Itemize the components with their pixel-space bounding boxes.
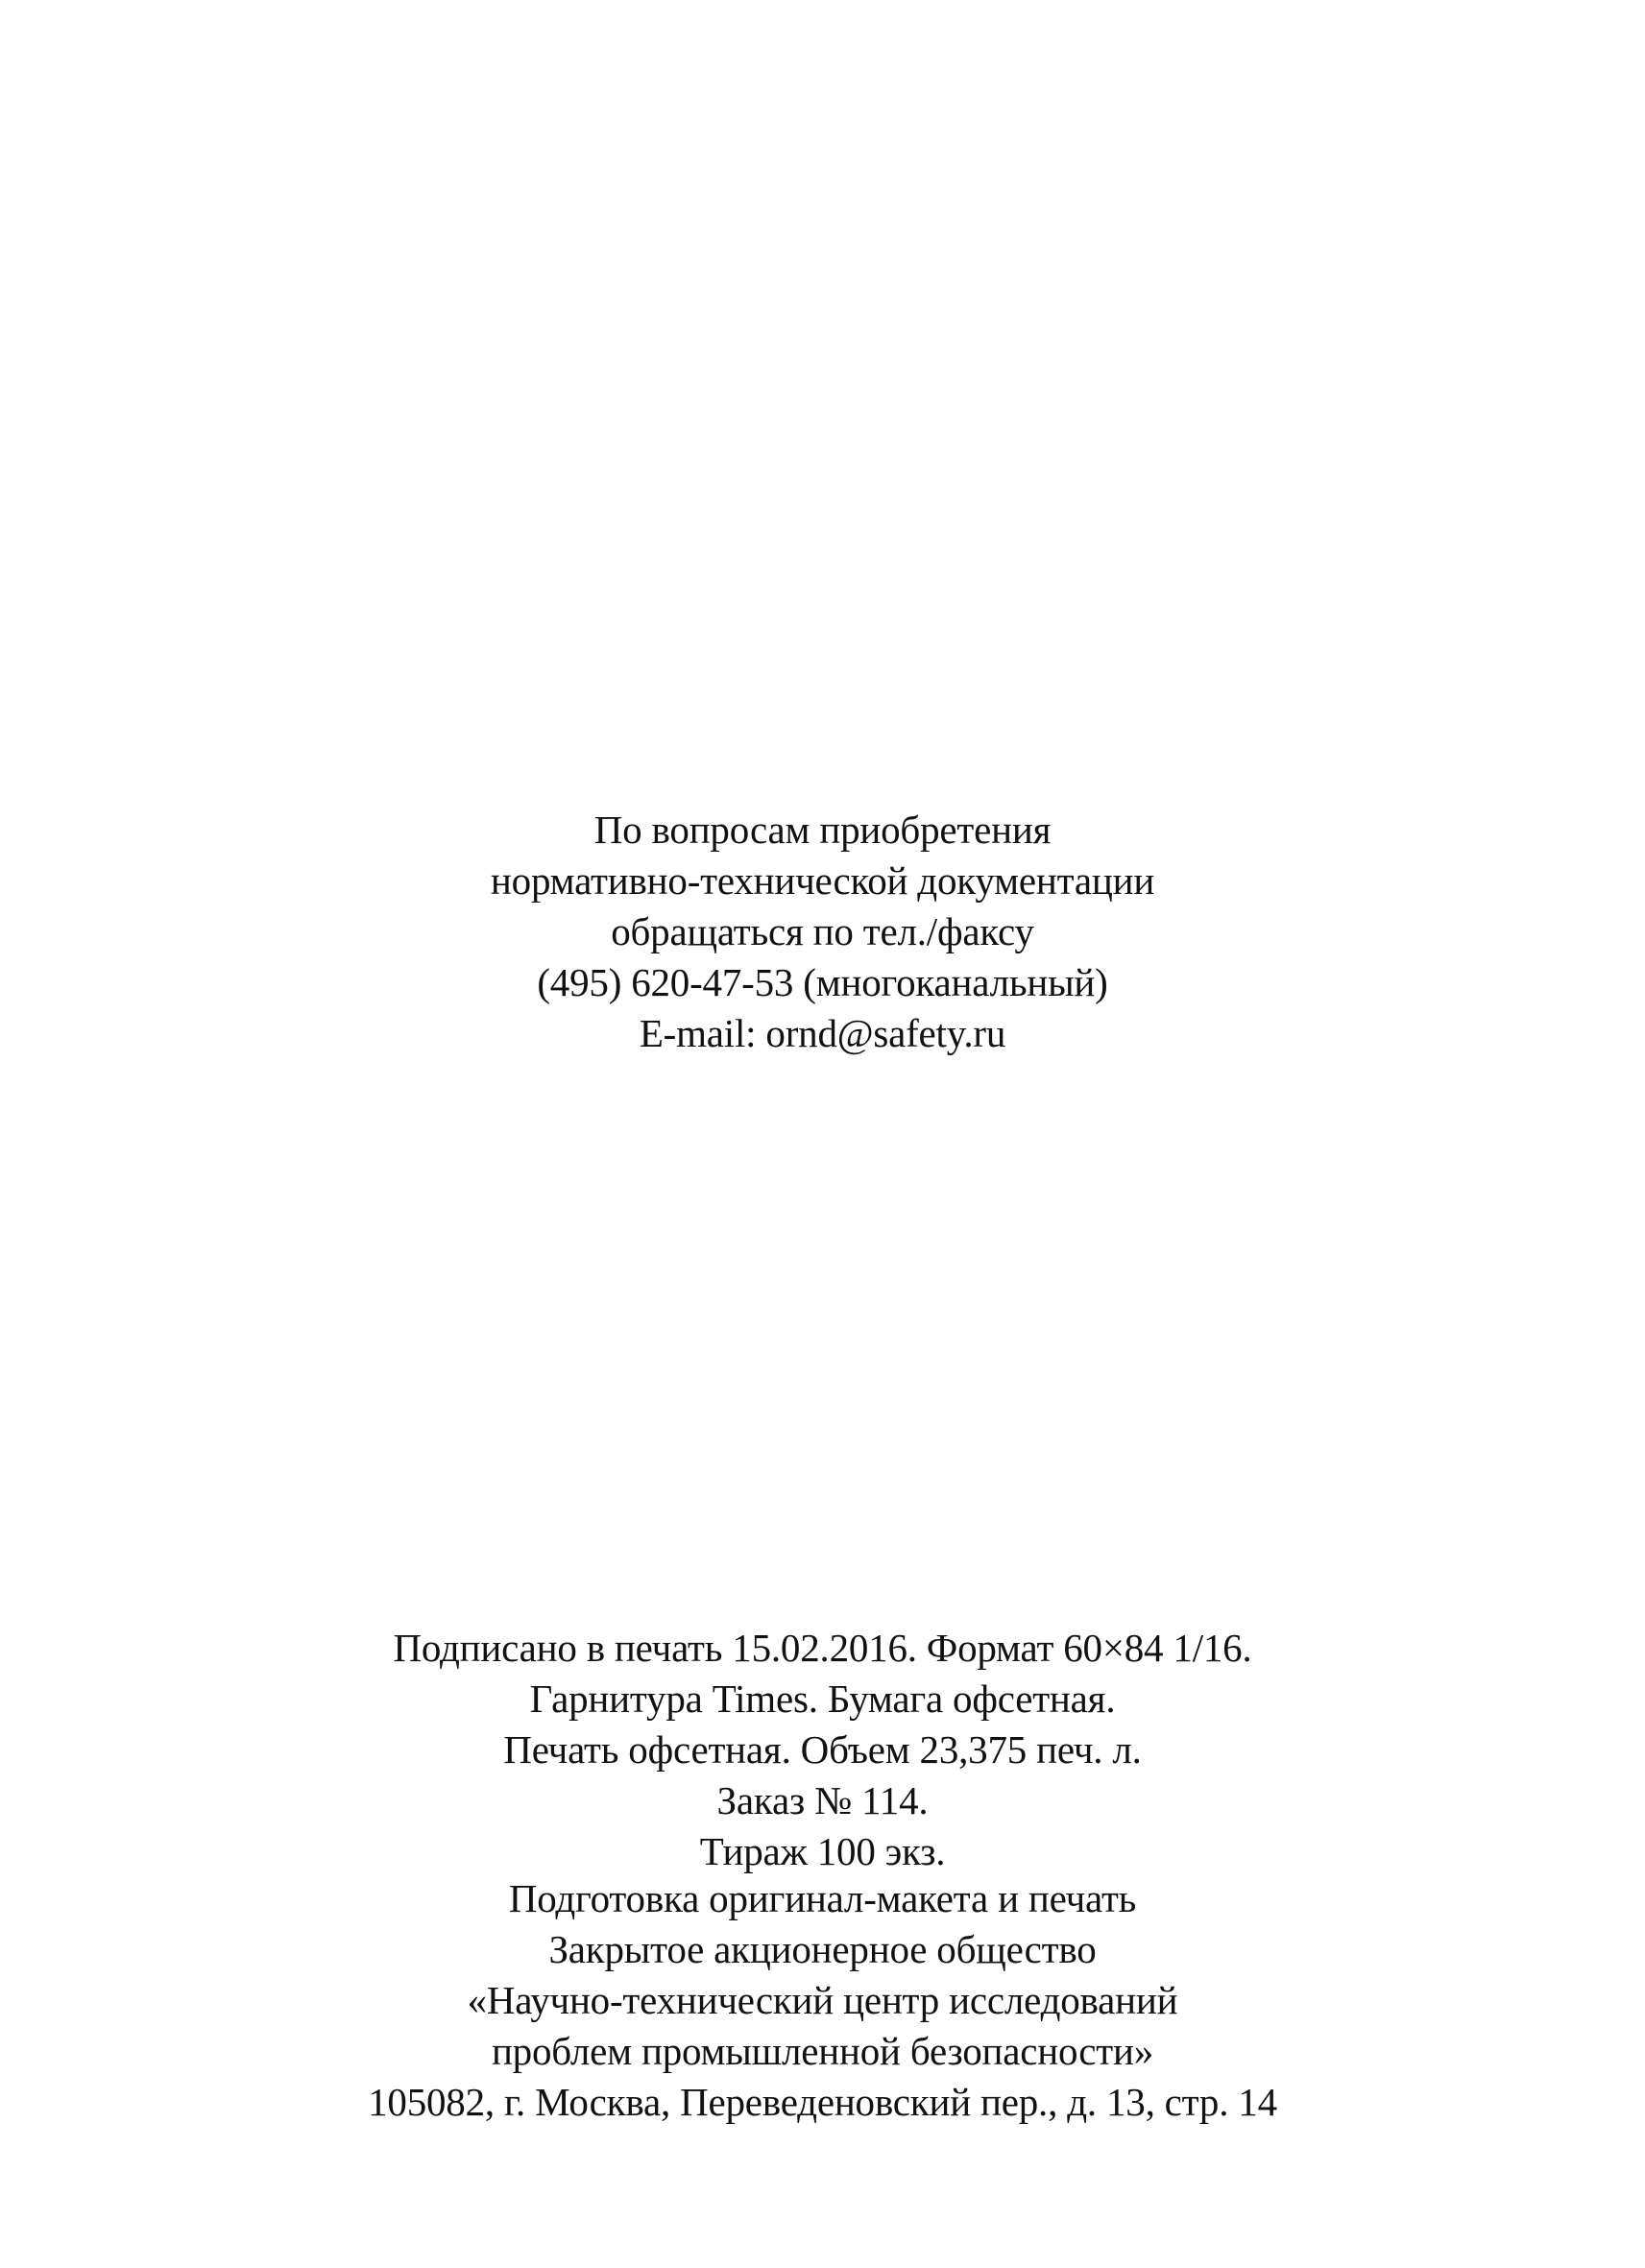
imprint-circulation: Тираж 100 экз. — [699, 1829, 946, 1873]
imprint-print-volume: Печать офсетная. Объем 23,375 печ. л. — [503, 1727, 1142, 1772]
contact-line-call: обращаться по тел./факсу — [611, 909, 1034, 953]
contact-line-purchase: По вопросам приобретения — [593, 808, 1052, 852]
contact-phone: (495) 620-47-53 (многоканальный) — [537, 960, 1108, 1004]
contact-info-block — [0, 805, 1645, 1059]
imprint-order-number: Заказ № 114. — [716, 1778, 929, 1822]
contact-email: E-mail: ornd@safety.ru — [639, 1011, 1006, 1055]
contact-line-documentation: нормативно-технической документации — [490, 858, 1155, 903]
printer-info-block — [0, 1873, 1645, 2128]
printer-line-preparation: Подготовка оригинал-макета и печать — [508, 1876, 1137, 1920]
printer-line-company-name-2: проблем промышленной безопасности» — [491, 2029, 1154, 2073]
printer-line-company-type: Закрытое акционерное общество — [548, 1927, 1097, 1971]
printer-address: 105082, г. Москва, Переведеновский пер., д. 13, стр. 14 — [368, 2080, 1277, 2124]
imprint-typeface-paper: Гарнитура Times. Бумага офсетная. — [529, 1677, 1116, 1721]
imprint-signed-format: Подписано в печать 15.02.2016. Формат 60×84 1/16. — [393, 1626, 1252, 1670]
imprint-block — [0, 1623, 1645, 1877]
printer-line-company-name-1: «Научно-технический центр исследований — [467, 1978, 1178, 2022]
